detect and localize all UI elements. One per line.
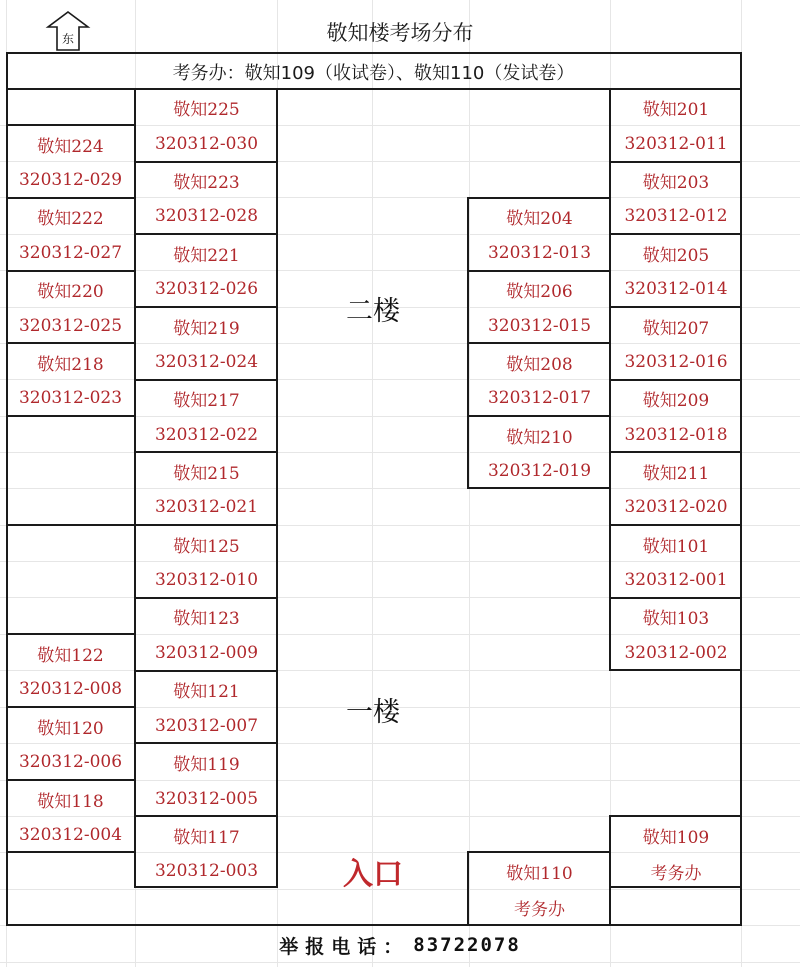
room-code: 320312-021	[154, 497, 259, 517]
room-name: 敬知101	[642, 536, 710, 557]
page-title: 敬知楼考场分布	[326, 21, 474, 45]
room-name: 敬知224	[37, 136, 104, 157]
exam-office-note: 考务办：敬知109（收试卷）、敬知110（发试卷）	[172, 62, 575, 84]
room-code: 320312-022	[154, 425, 259, 445]
room-code: 320312-010	[154, 570, 259, 590]
room-name: 敬知118	[37, 791, 104, 812]
room-code: 320312-012	[624, 206, 728, 226]
room-name: 敬知203	[642, 172, 710, 193]
room-name: 敬知120	[37, 718, 104, 739]
first-floor-label: 一楼	[346, 696, 400, 728]
room-name: 敬知225	[173, 99, 240, 120]
room-code: 320312-018	[624, 425, 728, 445]
room-name: 敬知211	[642, 463, 710, 484]
hotline-label: 举报电话：	[279, 935, 410, 958]
room-name: 敬知125	[173, 536, 240, 557]
room-code: 320312-005	[154, 789, 259, 809]
room-code: 320312-006	[18, 752, 123, 772]
room-code: 320312-025	[18, 316, 123, 336]
room-code: 320312-004	[18, 825, 123, 845]
room-code: 320312-007	[154, 716, 259, 736]
room-code: 320312-011	[624, 134, 728, 154]
room-name: 敬知210	[506, 427, 573, 448]
room-code: 320312-023	[18, 388, 123, 408]
room-name: 敬知218	[37, 354, 104, 375]
room-name: 敬知121	[173, 681, 240, 702]
room-name: 敬知122	[37, 645, 104, 666]
room-name: 敬知222	[37, 208, 104, 229]
room-name: 敬知219	[173, 318, 240, 339]
room-code: 320312-029	[18, 170, 123, 190]
room-name: 敬知123	[173, 608, 240, 629]
room-code: 320312-002	[624, 643, 728, 663]
room-code: 320312-030	[154, 134, 259, 154]
room-name: 敬知205	[642, 245, 710, 266]
room-code: 320312-014	[624, 279, 728, 299]
room-code: 320312-028	[154, 206, 259, 226]
report-hotline	[0, 928, 800, 962]
room-name: 敬知201	[642, 99, 710, 120]
room-code: 320312-003	[154, 861, 259, 881]
room-name: 敬知117	[173, 827, 240, 848]
room-code: 320312-027	[18, 243, 123, 263]
room-name: 敬知119	[173, 754, 240, 775]
room-name: 敬知109	[642, 827, 710, 848]
room-name: 敬知217	[173, 390, 240, 411]
room-code: 320312-017	[487, 388, 592, 408]
room-code: 考务办	[650, 863, 702, 884]
room-name: 敬知207	[642, 318, 710, 339]
room-name: 敬知220	[37, 281, 104, 302]
second-floor-label: 二楼	[346, 295, 400, 327]
room-code: 320312-024	[154, 352, 259, 372]
room-name: 敬知215	[173, 463, 240, 484]
compass-label: 东	[61, 32, 75, 46]
room-code: 320312-013	[487, 243, 592, 263]
entrance-label: 入口	[343, 857, 403, 892]
room-name: 敬知206	[506, 281, 573, 302]
room-code: 320312-020	[624, 497, 728, 517]
room-code: 320312-019	[487, 461, 592, 481]
room-name: 敬知223	[173, 172, 240, 193]
room-name: 敬知209	[642, 390, 710, 411]
room-name: 敬知103	[642, 608, 710, 629]
room-name: 敬知204	[506, 208, 573, 229]
room-name: 敬知110	[506, 863, 573, 884]
room-code: 320312-015	[487, 316, 592, 336]
room-name: 敬知208	[506, 354, 573, 375]
room-code: 320312-008	[18, 679, 123, 699]
hotline-number: 83722078	[413, 934, 521, 956]
room-code: 320312-016	[624, 352, 728, 372]
room-name: 敬知221	[173, 245, 240, 266]
room-code: 320312-001	[624, 570, 728, 590]
room-code: 考务办	[514, 899, 565, 920]
room-code: 320312-026	[154, 279, 259, 299]
room-code: 320312-009	[154, 643, 259, 663]
